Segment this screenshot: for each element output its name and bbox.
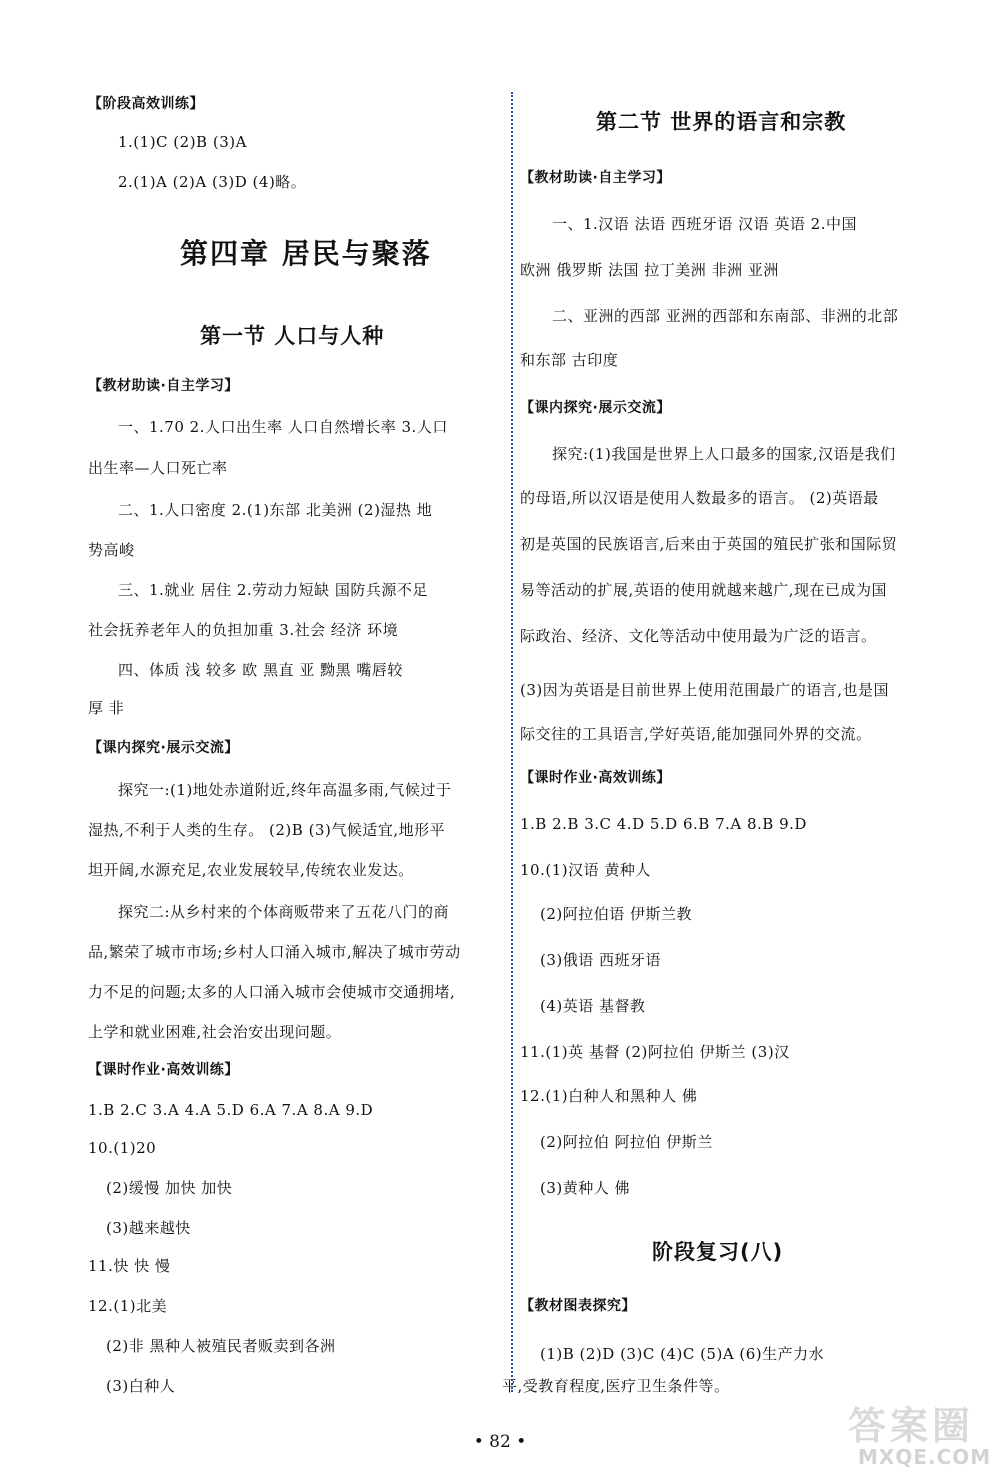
- chart-explore-header: 【教材图表探究】: [520, 1298, 636, 1314]
- text-line: 品,繁荣了城市市场;乡村人口涌入城市,解决了城市劳动: [88, 943, 461, 961]
- homework-header: 【课时作业·高效训练】: [520, 770, 671, 786]
- explore-header: 【课内探究·展示交流】: [520, 400, 671, 416]
- text-line: 探究:(1)我国是世界上人口最多的国家,汉语是我们: [552, 445, 896, 463]
- column-divider: [511, 92, 513, 1392]
- answer-line: 1.B 2.C 3.A 4.A 5.D 6.A 7.A 8.A 9.D: [88, 1101, 374, 1119]
- answer-line: (3)俄语 西班牙语: [540, 951, 662, 969]
- text-line: 出生率—人口死亡率: [88, 459, 228, 477]
- stage-answer-line: 1.(1)C (2)B (3)A: [118, 133, 247, 151]
- answer-line: 1.B 2.B 3.C 4.D 5.D 6.B 7.A 8.B 9.D: [520, 815, 807, 833]
- watermark-text: 答案圈: [848, 1404, 975, 1448]
- answer-line: 10.(1)汉语 黄种人: [520, 861, 651, 879]
- review-title: 阶段复习(八): [652, 1240, 784, 1264]
- text-line: 初是英国的民族语言,后来由于英国的殖民扩张和国际贸: [520, 535, 898, 553]
- answer-line: (4)英语 基督教: [540, 997, 646, 1015]
- text-line: 易等活动的扩展,英语的使用就越来越广,现在已成为国: [520, 581, 888, 599]
- answer-line: 11.(1)英 基督 (2)阿拉伯 伊斯兰 (3)汉: [520, 1043, 790, 1061]
- text-line: 力不足的问题;太多的人口涌入城市会使城市交通拥堵,: [88, 983, 456, 1001]
- answer-line: (2)阿拉伯语 伊斯兰教: [540, 905, 693, 923]
- answer-line: (2)缓慢 加快 加快: [106, 1179, 233, 1197]
- section-title: 第二节 世界的语言和宗教: [596, 110, 847, 134]
- answer-line: (2)非 黑种人被殖民者贩卖到各洲: [106, 1337, 336, 1355]
- watermark-url: MXQE.COM: [858, 1445, 992, 1469]
- self-study-header: 【教材助读·自主学习】: [520, 170, 671, 186]
- stage-answer-line: 2.(1)A (2)A (3)D (4)略。: [118, 173, 307, 191]
- text-line: 势高峻: [88, 541, 135, 559]
- watermark-logo: [840, 1395, 990, 1473]
- text-line: 一、1.70 2.人口出生率 人口自然增长率 3.人口: [118, 418, 448, 436]
- answer-line: 12.(1)白种人和黑种人 佛: [520, 1087, 698, 1105]
- self-study-header: 【教材助读·自主学习】: [88, 378, 239, 394]
- text-line: 厚 非: [88, 699, 125, 717]
- page-number: • 82 •: [473, 1432, 527, 1452]
- text-line: 的母语,所以汉语是使用人数最多的语言。 (2)英语最: [520, 489, 879, 507]
- chapter-title: 第四章 居民与聚落: [180, 237, 432, 270]
- answer-line: (3)越来越快: [106, 1219, 191, 1237]
- text-line: 社会抚养老年人的负担加重 3.社会 经济 环境: [88, 621, 399, 639]
- text-line: 际政治、经济、文化等活动中使用最为广泛的语言。: [520, 627, 877, 645]
- answer-line: 12.(1)北美: [88, 1297, 168, 1315]
- section-title: 第一节 人口与人种: [200, 324, 385, 348]
- homework-header: 【课时作业·高效训练】: [88, 1062, 239, 1078]
- answer-line: 10.(1)20: [88, 1139, 157, 1157]
- answer-line: (1)B (2)D (3)C (4)C (5)A (6)生产力水: [540, 1345, 825, 1363]
- text-line: 四、体质 浅 较多 欧 黑直 亚 黝黑 嘴唇较: [118, 661, 403, 679]
- answer-line: (2)阿拉伯 阿拉伯 伊斯兰: [540, 1133, 713, 1151]
- answer-line: (3)黄种人 佛: [540, 1179, 631, 1197]
- stage-training-header: 【阶段高效训练】: [88, 96, 204, 112]
- text-line: 探究二:从乡村来的个体商贩带来了五花八门的商: [118, 903, 450, 921]
- text-line: 探究一:(1)地处赤道附近,终年高温多雨,气候过于: [118, 781, 452, 799]
- text-line: 际交往的工具语言,学好英语,能加强同外界的交流。: [520, 725, 872, 743]
- answer-line: 11.快 快 慢: [88, 1257, 171, 1275]
- text-line: 一、1.汉语 法语 西班牙语 汉语 英语 2.中国: [552, 215, 857, 233]
- text-line: 欧洲 俄罗斯 法国 拉丁美洲 非洲 亚洲: [520, 261, 779, 279]
- text-line: 三、1.就业 居住 2.劳动力短缺 国防兵源不足: [118, 581, 428, 599]
- text-line: 和东部 古印度: [520, 351, 619, 369]
- text-line: 湿热,不利于人类的生存。 (2)B (3)气候适宜,地形平: [88, 821, 446, 839]
- text-line: 坦开阔,水源充足,农业发展较早,传统农业发达。: [88, 861, 414, 879]
- answer-line: (3)白种人: [106, 1377, 176, 1395]
- text-line: 二、亚洲的西部 亚洲的西部和东南部、非洲的北部: [552, 307, 899, 325]
- text-line: 二、1.人口密度 2.(1)东部 北美洲 (2)湿热 地: [118, 501, 433, 519]
- answer-line: 平,受教育程度,医疗卫生条件等。: [502, 1377, 730, 1395]
- text-line: (3)因为英语是目前世界上使用范围最广的语言,也是国: [520, 681, 890, 699]
- explore-header: 【课内探究·展示交流】: [88, 740, 239, 756]
- text-line: 上学和就业困难,社会治安出现问题。: [88, 1023, 342, 1041]
